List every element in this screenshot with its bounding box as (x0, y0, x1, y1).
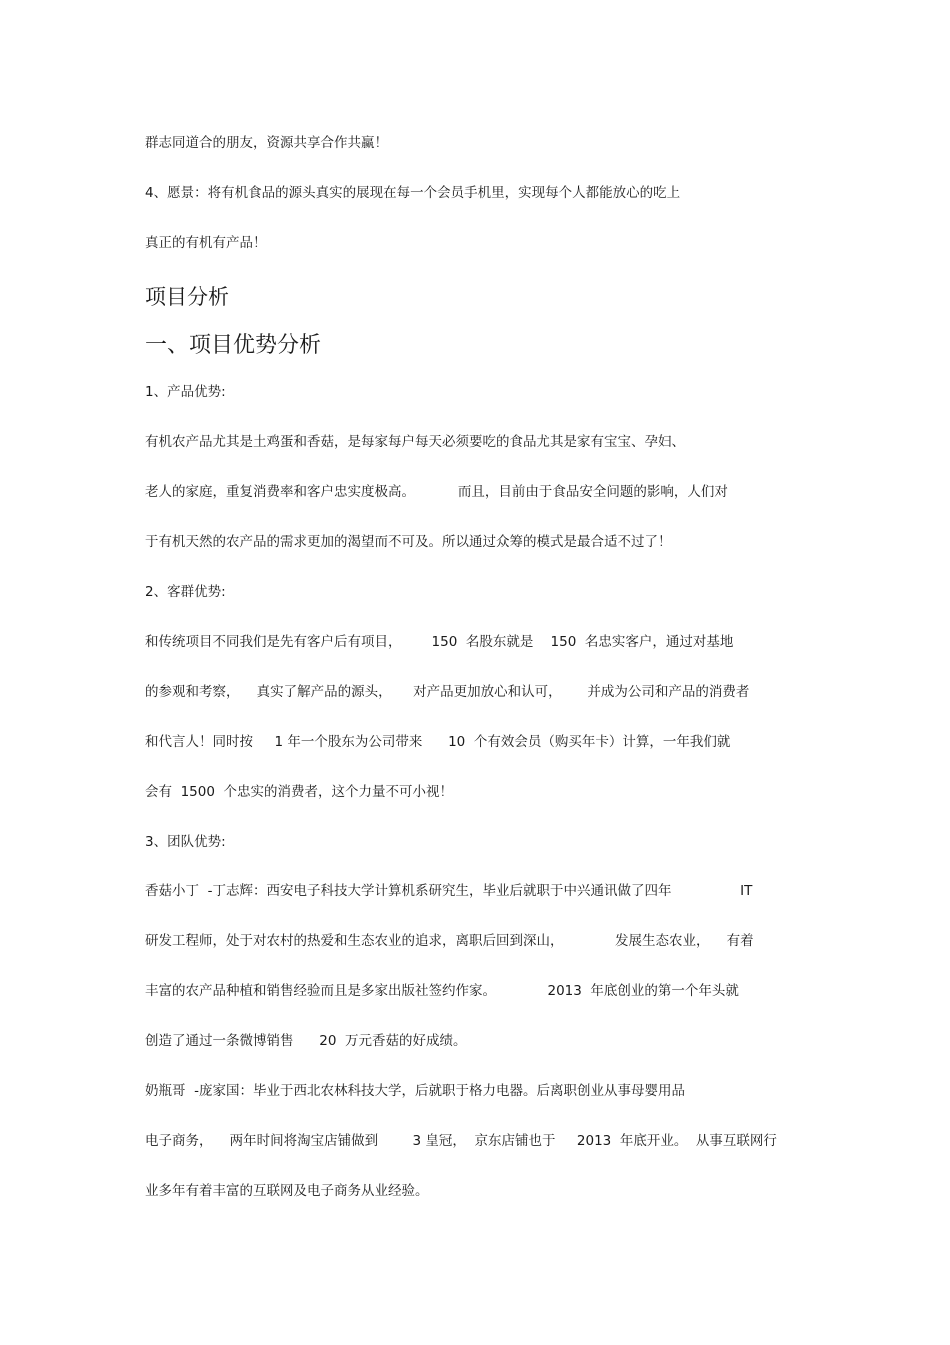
text-line: 研发工程师，处于对农村的热爱和生态农业的追求，离职后回到深山， 发展生态农业， 有着 (145, 933, 754, 949)
text-line: 于有机天然的农产品的需求更加的渴望而不可及。所以通过众筹的模式是最合适不过了！ (145, 534, 672, 550)
text-line: 群志同道合的朋友，资源共享合作共赢！ (145, 135, 388, 151)
section-title: 3、团队优势: (145, 834, 226, 850)
text-line: 香菇小丁 -丁志辉：西安电子科技大学计算机系研究生，毕业后就职于中兴通讯做了四年 IT (145, 883, 753, 899)
text-line: 业多年有着丰富的互联网及电子商务从业经验。 (145, 1183, 429, 1199)
text-line: 奶瓶哥 -庞家国：毕业于西北农林科技大学，后就职于格力电器。后离职创业从事母婴用品 (145, 1083, 685, 1099)
text-line: 老人的家庭，重复消费率和客户忠实度极高。 而且，目前由于食品安全问题的影响，人们对 (145, 484, 728, 500)
text-line: 电子商务， 两年时间将淘宝店铺做到 3 皇冠， 京东店铺也于 2013 年底开业。 从事互联网行 (145, 1133, 777, 1149)
subsection-heading: 一、项目优势分析 (145, 333, 322, 358)
text-line: 有机农产品尤其是土鸡蛋和香菇，是每家每户每天必须要吃的食品尤其是家有宝宝、孕妇、 (145, 434, 685, 450)
section-heading: 项目分析 (145, 285, 229, 309)
text-line: 创造了通过一条微博销售 20 万元香菇的好成绩。 (145, 1033, 467, 1049)
text-line: 丰富的农产品种植和销售经验而且是多家出版社签约作家。 2013 年底创业的第一个年头就 (145, 983, 739, 999)
text-line: 4、愿景：将有机食品的源头真实的展现在每一个会员手机里，实现每个人都能放心的吃上 (145, 185, 681, 201)
text-line: 和代言人！同时按 1 年一个股东为公司带来 10 个有效会员（购买年卡）计算，一年我们就 (145, 734, 731, 750)
section-title: 2、客群优势: (145, 584, 226, 600)
text-line: 会有 1500 个忠实的消费者，这个力量不可小视！ (145, 784, 454, 800)
text-line: 和传统项目不同我们是先有客户后有项目， 150 名股东就是 150 名忠实客户，通过对基地 (145, 634, 734, 650)
text-line: 真正的有机有产品！ (145, 235, 267, 251)
text-line: 的参观和考察， 真实了解产品的源头， 对产品更加放心和认可， 并成为公司和产品的消费者 (145, 684, 750, 700)
section-title: 1、产品优势: (145, 384, 226, 400)
